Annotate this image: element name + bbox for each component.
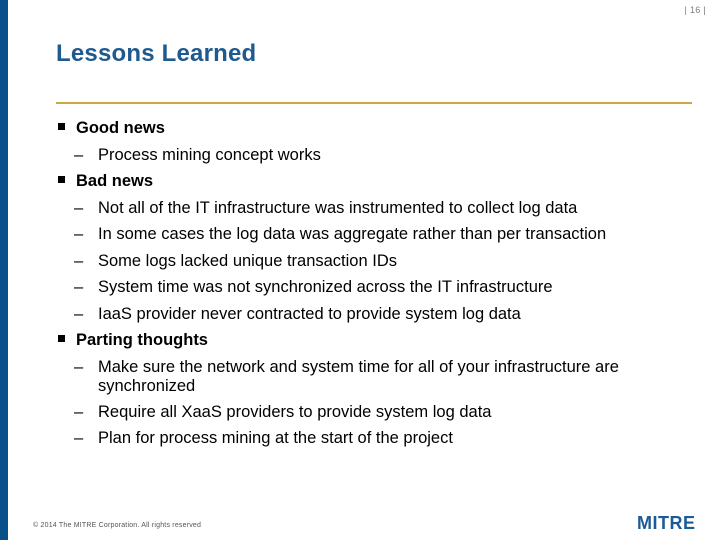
list-item: – Not all of the IT infrastructure was instrumented to collect log data xyxy=(58,195,698,222)
dash-icon: – xyxy=(74,225,84,243)
section-heading: Good news xyxy=(58,115,698,142)
square-bullet-icon xyxy=(58,335,65,342)
list-item: – Plan for process mining at the start of the project xyxy=(58,425,698,452)
dash-icon: – xyxy=(74,251,84,270)
list-item: – Make sure the network and system time for all of your infrastructure are synchronized xyxy=(74,357,619,395)
dash-icon: – xyxy=(74,402,84,421)
dash-icon: – xyxy=(74,304,84,323)
dash-icon: – xyxy=(74,357,84,376)
list-item: – System time was not synchronized across the IT infrastructure xyxy=(58,274,698,301)
dash-icon: – xyxy=(74,278,84,296)
dash-icon: – xyxy=(74,145,84,164)
dash-icon: – xyxy=(74,198,84,217)
page-number: | 16 | xyxy=(684,5,706,15)
slide-body xyxy=(58,115,698,452)
dash-icon: – xyxy=(74,429,84,447)
list-item: – In some cases the log data was aggregate rather than per transaction xyxy=(58,221,698,248)
list-item: – Some logs lacked unique transaction IDs xyxy=(58,248,698,275)
copyright-notice: © 2014 The MITRE Corporation. All rights reserved xyxy=(33,522,202,529)
mitre-logo: MITRE xyxy=(637,513,696,533)
square-bullet-icon xyxy=(58,176,65,183)
square-bullet-icon xyxy=(58,123,65,130)
title-divider xyxy=(56,102,692,104)
list-item: – Process mining concept works xyxy=(58,142,698,169)
section-heading: Parting thoughts xyxy=(58,327,698,354)
list-item: – Require all XaaS providers to provide system log data xyxy=(58,399,698,426)
section-heading: Bad news xyxy=(58,168,698,195)
left-accent-bar xyxy=(0,0,8,540)
list-item: – IaaS provider never contracted to provide system log data xyxy=(58,301,698,328)
slide-title: Lessons Learned xyxy=(56,40,257,67)
